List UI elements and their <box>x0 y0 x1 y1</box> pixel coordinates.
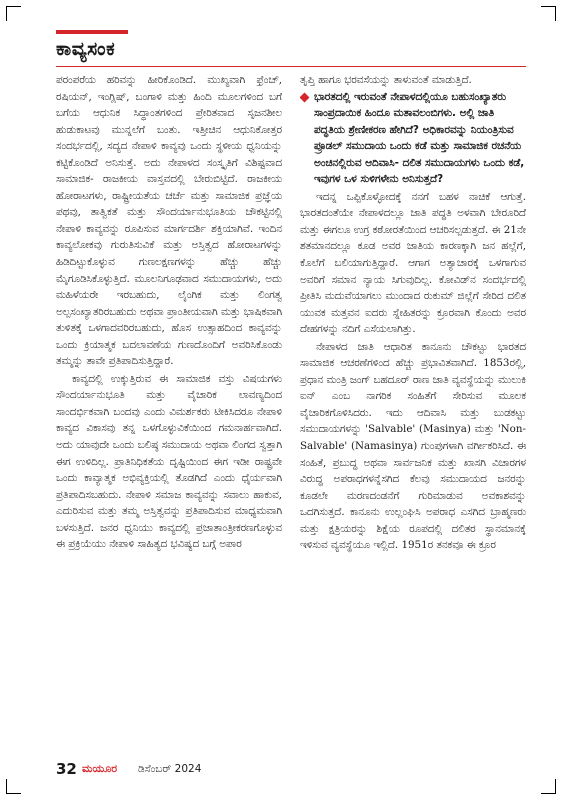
header-accent-bar <box>56 30 128 34</box>
crop-mark-bottom-left <box>6 779 21 794</box>
magazine-logo: ಮಯೂರ <box>82 762 118 775</box>
question-diamond-icon <box>300 92 309 102</box>
interview-question <box>300 89 526 188</box>
left-column <box>56 72 282 750</box>
page-footer <box>56 760 356 780</box>
right-column <box>300 72 526 750</box>
body-paragraph: ಕಾವ್ಯದಲ್ಲಿ ಉಕ್ಕುತ್ತಿರುವ ಈ ಸಾಮಾಜಿಕ ವಸ್ತು ವಿಷಯಗಳು ಸೌಂದರ್ಯಾನುಭೂತಿ ಮತ್ತು ವೈಚಾರಿಕ ಲಾವಣ್ಯದಿಂದ ಸಾಂದರ್ಭಿಕವಾಗಿ ಬಂದವು ಎಂದು ವಿಮರ್ಶಕರು ಟೀಕಿಸಿದರೂ ನೇಪಾಳಿ ಕಾವ್ಯದ ವಿಕಾಸವು ತನ್ನ ಒಳಗೊಳ್ಳುವಿಕೆಯಿಂದ ಗಮನಾರ್ಹವಾಗಿದೆ. ಅದು ಯಾವುದೇ ಒಂದು ಬಲಿಷ್ಠ ಸಮುದಾಯ ಅಥವಾ ಲಿಂಗದ ಸ್ವತ್ತಾಗಿ ಈಗ ಉಳಿದಿಲ್ಲ. ಪ್ರಾತಿನಿಧಿಕತೆಯ ದೃಷ್ಟಿಯಿಂದ ಈಗ ಇಡೀ ರಾಷ್ಟ್ರವೇ ಒಂದು ಕಾವ್ಯಾತ್ಮಕ ಅಭಿವ್ಯಕ್ತಿಯಲ್ಲಿ ತೊಡಗಿದೆ ಎಂದು ಧೈರ್ಯವಾಗಿ ಪ್ರತಿಪಾದಿಸಬಹುದು. ನೇಪಾಳಿ ಸಮಾಜ ಕಾವ್ಯವನ್ನು ಸವಾಲು ಹಾಕುವ, ಎದುರಿಸುವ ಮತ್ತು ತಮ್ಮ ಅಸ್ತಿತ್ವವನ್ನು ಪ್ರತಿಪಾದಿಸುವ ಮಾಧ್ಯಮವಾಗಿ ಬಳಸುತ್ತಿದೆ. ಜನರ ಧ್ವನಿಯು ಕಾವ್ಯದಲ್ಲಿ ಪ್ರಜಾತಾಂತ್ರೀಕರಣಗೊಳ್ಳುವ ಈ ಪ್ರಕ್ರಿಯೆಯು ನೇಪಾಳಿ ಸಾಹಿತ್ಯದ ಭವಿಷ್ಯದ ಬಗ್ಗೆ ಅಪಾರ <box>56 372 282 551</box>
page-number: 32 <box>56 760 77 778</box>
answer-paragraph: ಇದನ್ನ ಒಪ್ಪಿಕೊಳ್ಳೋದಕ್ಕೆ ನನಗೆ ಬಹಳ ನಾಚಿಕೆ ಆಗುತ್ತೆ. ಭಾರತದಂತೆಯೇ ನೇಪಾಳದಲ್ಲೂ ಜಾತಿ ಪದ್ಧತಿ ಅಳವಾಗಿ ಬೇರೂರಿದೆ ಮತ್ತು ಈಗಲೂ ಉಗ್ರ ಕಠೋರತೆಯಿಂದ ಆಚರಿಸಲ್ಪಡುತ್ತದೆ. ಈ 21ನೇ ಶತಮಾನದಲ್ಲೂ ಕೂಡ ಅವರ ಜಾತಿಯ ಕಾರಣಕ್ಕಾಗಿ ಜನ ಹಲ್ಲೆಗೆ, ಕೊಲೆಗೆ ಬಲಿಯಾಗುತ್ತಿದ್ದಾರೆ. ಆಗಾಗ ಅತ್ಯಾಚಾರಕ್ಕೆ ಒಳಗಾಗುವ ಅವರಿಗೆ ಸಮಾನ ನ್ಯಾಯ ಸಿಗುವುದಿಲ್ಲ. ಕೋವಿಡ್‌ನ ಸಂದರ್ಭದಲ್ಲಿ ಪ್ರೀತಿಸಿ ಮದುವೆಯಾಗಲು ಮುಂದಾದ ರುಕುಮ್ ಜಿಲ್ಲೆಗೆ ಸೇರಿದ ದಲಿತ ಯುವಕ ಮತ್ತವನ ಐದರು ಸ್ನೇಹಿತರನ್ನು ಕ್ರೂರವಾಗಿ ಕೊಂದು ಅವರ ದೇಹಗಳನ್ನು ನದಿಗೆ ಎಸೆಯಲಾಗಿತ್ತು. <box>300 190 526 336</box>
section-title: ಕಾವ್ಯಸಂಕ <box>56 38 116 60</box>
body-paragraph: ಪರಂಪರೆಯ ಹರಿವನ್ನು ಹೀರಿಕೊಂಡಿದೆ. ಮುಖ್ಯವಾಗಿ ಫ್ರೆಂಚ್, ರಷಿಯನ್, ಇಂಗ್ಲಿಷ್, ಬಂಗಾಳಿ ಮತ್ತು ಹಿಂದಿ ಮೂಲಗಳಿಂದ ಬಗೆ ಬಗೆಯ ಆಧುನಿಕ ಸಿದ್ಧಾಂತಗಳಿಂದ ಪ್ರೇರಿತವಾದ ಸೃಜನಶೀಲ ಹುಡುಕಾಟವು ಮುನ್ನಲೆಗೆ ಬಂತು. ಇತ್ತೀಚಿನ ಆಧುನಿಕೋತ್ತರ ಸಂದರ್ಭದಲ್ಲಿ, ಸದ್ಯದ ನೇಪಾಳಿ ಕಾವ್ಯವು ಒಂದು ಸ್ಥಳೀಯ ಧ್ವನಿಯನ್ನು ಕಟ್ಟಿಕೊಂಡಿದೆ ಅನಿಸುತ್ತೆ. ಅದು ನೇಪಾಳದ ಸಂಸ್ಕೃತಿಗೆ ವಿಶಿಷ್ಟವಾದ ಸಾಮಾಜಿಕ- ರಾಜಕೀಯ ವಾಸ್ತವದಲ್ಲಿ ಬೇರುಬಿಟ್ಟಿದೆ. ರಾಜಕೀಯ ಹೋರಾಟಗಳು, ರಾಷ್ಟ್ರೀಯತೆಯ ಚರ್ಚೆ ಮತ್ತು ಸಾಮಾಜಿಕ ಪ್ರಜ್ಞೆಯ ಪಥವು, ತಾತ್ವಿಕತೆ ಮತ್ತು ಸೌಂದರ್ಯಾನುಭೂತಿಯ ಚೌಕಟ್ಟಿನಲ್ಲಿ ನೇಪಾಳಿ ಕಾವ್ಯವನ್ನು ರೂಪಿಸುವ ಮಾರ್ಗದರ್ಶಿ ಶಕ್ತಿಯಾಗಿವೆ. ಇಂದಿನ ಕಾವ್ಯಲೋಕವು ಗುರುತಿಸುವಿಕೆ ಮತ್ತು ಅಸ್ತಿತ್ವದ ಹೋರಾಟಗಳನ್ನು ಹಿಡಿದಿಟ್ಟುಕೊಳ್ಳುವ ಗುಣಲಕ್ಷಣಗಳನ್ನು ಹೆಚ್ಚು ಹೆಚ್ಚು ಮೈಗೂಡಿಸಿಕೊಳ್ಳುತ್ತಿದೆ. ಮೂಲನಿಗೂಢವಾದ ಸಮುದಾಯಗಳು, ಅದು ಮಹಿಳೆಯರೇ ಇರಬಹುದು, ಲೈಂಗಿಕ ಮತ್ತು ಲಿಂಗತ್ವ ಅಲ್ಪಸಂಖ್ಯಾತರಿರಬಹುದು ಅಥವಾ ಪ್ರಾಂತೀಯವಾಗಿ ಮತ್ತು ಭಾಷಿಕವಾಗಿ ತುಳಿತಕ್ಕೆ ಒಳಗಾದವರಿರಬಹುದು, ಹೊಸ ಉತ್ಸಾಹದಿಂದ ಕಾವ್ಯವನ್ನು ಒಂದು ಕ್ರಿಯಾತ್ಮಕ ಬದಲಾವಣೆಯ ಗುಣದೊಂದಿಗೆ ಅವರಿಸಿಕೊಂಡು ತಮ್ಮನ್ನು ತಾವೇ ಪ್ರತಿಪಾದಿಸುತ್ತಿದ್ದಾರೆ. <box>56 74 282 368</box>
crop-mark-bottom-right <box>541 779 556 794</box>
question-text: ಭಾರತದಲ್ಲಿ ಇರುವಂತೆ ನೇಪಾಳದಲ್ಲಿಯೂ ಬಹುಸಂಖ್ಯಾತರು ಸಾಂಪ್ರದಾಯಿಕ ಹಿಂದೂ ಮತಾವಲಂಬಿಗಳು. ಅಲ್ಲಿ ಜಾತಿ ಪದ್ಧತಿಯ ಶ್ರೇಣೀಕರಣ ಹೇಗಿದೆ? ಅಧಿಕಾರವನ್ನು ನಿಯಂತ್ರಿಸುವ ಪ್ರೂಡಲ್ ಸಮುದಾಯ ಒಂದು ಕಡೆ ಮತ್ತು ಸಾಮಾಜಿಕ ರಚನೆಯ ಅಂಚಿನಲ್ಲಿರುವ ಆದಿವಾಸಿ- ದಲಿತ ಸಮುದಾಯಗಳು ಒಂದು ಕಡೆ, ಇವುಗಳ ಒಳ ಸುಳಿಗಳೇನು ಅನಿಸುತ್ತದೆ? <box>314 90 525 186</box>
crop-mark-top-left <box>6 6 21 21</box>
header-rule <box>56 66 526 67</box>
crop-mark-top-right <box>541 6 556 21</box>
article-body <box>56 72 526 750</box>
body-paragraph-continued: ತೃಪ್ತಿ ಹಾಗೂ ಭರವಸೆಯನ್ನು ತಾಳುವಂತೆ ಮಾಡುತ್ತಿದೆ. <box>300 74 472 86</box>
section-header <box>56 30 526 70</box>
answer-paragraph: ನೇಪಾಳದ ಜಾತಿ ಆಧಾರಿತ ಕಾನೂನು ಚೌಕಟ್ಟು ಭಾರತದ ಸಾಮಾಜಿಕ ಆಚರಣೆಗಳಿಂದ ಹೆಚ್ಚು ಪ್ರಭಾವಿತವಾಗಿದೆ. 1853ರಲ್ಲಿ, ಪ್ರಧಾನ ಮಂತ್ರಿ ಜಂಗ್ ಬಹದೂರ್ ರಾಣ ಜಾತಿ ವ್ಯವಸ್ಥೆಯನ್ನು ಮುಲುಕಿ ಐನ್ ಎಂಬ ನಾಗರಿಕ ಸಂಹಿತೆಗೆ ಸೇರಿಸುವ ಮೂಲಕ ವೈಚಾರಿಕಗೊಳಿಸಿದರು. ಇದು ಆದಿವಾಸಿ ಮತ್ತು ಬುಡಕಟ್ಟು ಸಮುದಾಯಗಳನ್ನು 'Salvable' (Masinya) ಮತ್ತು 'Non-Salvable' (Namasinya) ಗುಂಪುಗಳಾಗಿ ವರ್ಗೀಕರಿಸಿದೆ. ಈ ಸಂಹಿತೆ, ಪ್ರಬುದ್ಧ ಅಥವಾ ಸಾರ್ವಜನಿಕ ಮತ್ತು ಖಾಸಗಿ ವಿಚಾರಗಳ ವಿರುದ್ಧ ಅಪರಾಧಗಳನ್ನೆಸಗಿದ ಕೆಲವು ಸಮುದಾಯದ ಜನರನ್ನು ಕೂಡಲೇ ಮರಣದಂಡನೆಗೆ ಗುರಿಮಾಡುವ ಅವಕಾಶವನ್ನು ಒದಗಿಸುತ್ತದೆ. ಕಾನೂನು ಉಲ್ಲಂಘಿಸಿ ಅಪರಾಧ ಎಸಗಿದ ಬ್ರಾಹ್ಮಣರು ಮತ್ತು ಕ್ಷತ್ರಿಯರನ್ನು ಶಿಕ್ಷೆಯ ರೂಪದಲ್ಲಿ ದಲಿತರ ಸ್ಥಾನಮಾನಕ್ಕೆ ಇಳಿಸುವ ವ್ಯವಸ್ಥೆಯೂ ಇಲ್ಲಿದೆ. 1951ರ ತನಕವೂ ಈ ಕ್ರೂರ <box>300 340 526 552</box>
issue-date: ಡಿಸೆಂಬರ್ 2024 <box>138 763 202 775</box>
